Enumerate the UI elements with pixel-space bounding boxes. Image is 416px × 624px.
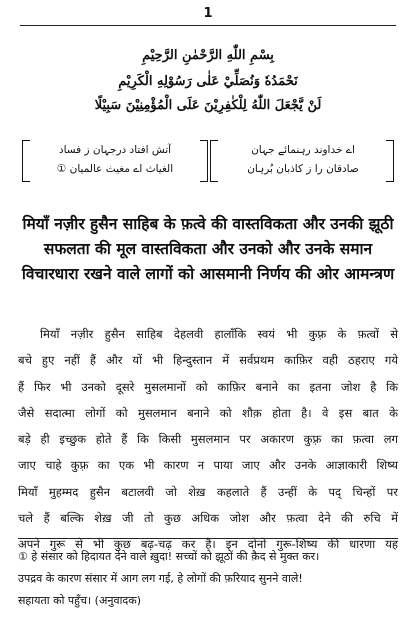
body-line: बचे हुए नहीं हैं और यों भी हिन्दुस्तान में सर्वप्रथम काफ़िर वही ठहराए गये — [18, 353, 398, 368]
couplet-left-line-2: الغیاث اے مغیث عالمیان ① — [56, 163, 174, 175]
body-line: बड़े ही इच्छुक होते हैं कि किसी मुसलमान पर अकारण कुफ़्र का फ़त्वा लग — [18, 432, 398, 447]
middle-bracket-close — [200, 140, 208, 182]
couplet-left-half — [32, 141, 198, 179]
middle-bracket-open — [210, 140, 218, 182]
footnote-divider — [18, 538, 398, 539]
couplet-left-line-1: آتش افتاد درجہان ز فساد — [58, 144, 172, 156]
body-paragraph — [18, 321, 398, 558]
arabic-praise-line: نَحْمَدُهٗ وَنُصَلِّيْ عَلٰى رَسُوْلِهِ الْكَرِيْمِ — [118, 74, 298, 89]
bismillah-line: بِسْمِ اللّٰهِ الرَّحْمٰنِ الرَّحِيْمِ — [142, 48, 274, 63]
couplet-right-line-1: اے خداوند رہنمائے جہان — [251, 144, 355, 156]
page-number: 1 — [203, 6, 213, 21]
persian-couplet — [22, 140, 394, 184]
body-line: जाए चाहे कुफ़्र का एक भी कारण न पाया जाए और उनके आज्ञाकारी शिष्य — [18, 458, 398, 473]
body-line: हैं फिर भी उनको दूसरे मुसलमानों को काफ़िर बनाने का इतना जोश है कि — [18, 379, 398, 394]
body-line: चले हैं बल्कि शेख़ जी तो कुछ अधिक जोश और फ़त्वा देने की रुचि में — [18, 511, 398, 526]
arabic-quran-verse-line: لَنْ يَّجْعَلَ اللّٰهُ لِلْكٰفِرِيْنَ عَلَى الْمُؤْمِنِيْنَ سَبِيْلًا — [94, 98, 322, 113]
chapter-heading: मियाँ नज़ीर हुसैन साहिब के फ़त्वे की वास्तविकता और उनकी झूठी सफलता की मूल वास्तविकता और उनको और उनके समान विचारधारा रखने वाले लागों को आसमानी निर्णय की ओर आमन्त्रण — [21, 215, 395, 283]
top-divider — [20, 25, 396, 26]
couplet-right-line-2: صادقان را ز کاذبان بُرہان — [247, 163, 359, 175]
footnote-line: ① हे संसार को हिदायत देने वाले ख़ुदा! सच्चों को झूठों की क़ैद से मुक्त कर। — [18, 550, 320, 563]
left-bracket — [22, 140, 30, 182]
footnote-line: सहायता को पहुँच। (अनुवादक) — [18, 594, 142, 607]
body-line: मियाँ नज़ीर हुसैन साहिब देहलवी हालाँकि स्वयं भी कुफ़्र के फ़त्वों से — [40, 327, 398, 341]
footnote-line: उपद्रव के कारण संसार में आग लग गई, हे लोगों की फ़रियाद सुनने वाले! — [18, 572, 303, 585]
footnote — [18, 546, 398, 612]
right-bracket — [386, 140, 394, 182]
couplet-right-half — [220, 141, 386, 179]
body-line: जैसे सदात्मा लोगों को मुसलमान बनाने को शौक़ होता है। वे इस बात के — [18, 405, 398, 420]
body-line: अपने गुरू से भी कुछ बढ़-चढ़ कर हैं। इन दोनों गुरू-शिष्य की धारणा यह — [18, 537, 398, 552]
body-line: मियाँ मुहम्मद हुसैन बटालवी जो शेख़ कहलाते हैं उन्हीं के पद् चिन्हों पर — [18, 484, 398, 499]
